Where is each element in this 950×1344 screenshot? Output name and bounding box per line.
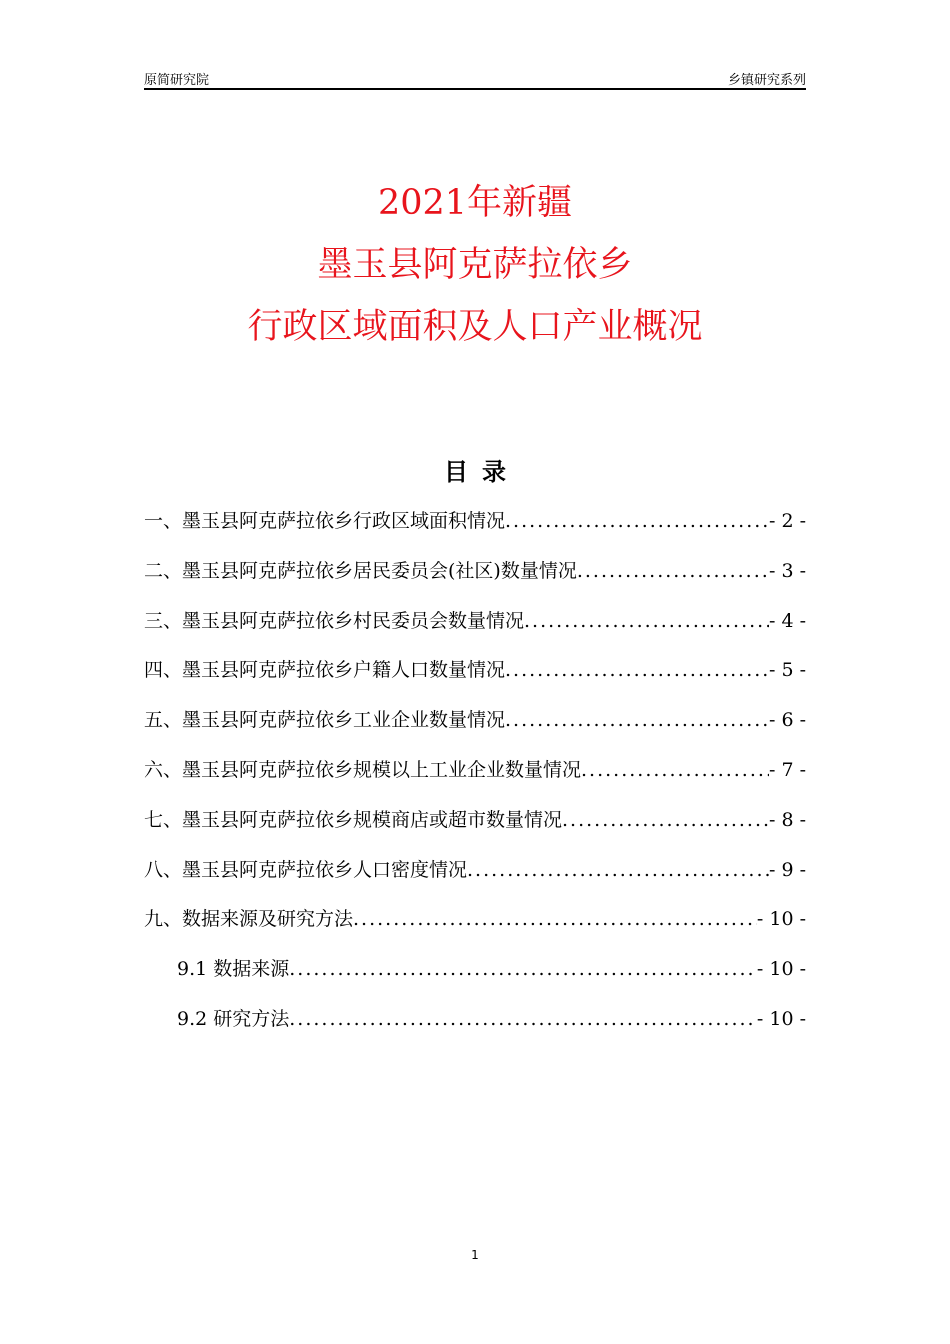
toc-subentry[interactable]	[144, 1004, 806, 1054]
page-number: 1	[471, 1248, 479, 1262]
toc-entry-title: 八、墨玉县阿克萨拉依乡人口密度情况	[144, 858, 468, 881]
toc-leader	[289, 1008, 757, 1030]
toc-entry[interactable]	[144, 606, 806, 656]
toc-entry-page: - 8 -	[768, 808, 806, 831]
toc-entry[interactable]	[144, 705, 806, 755]
toc-entry-page: - 10 -	[756, 958, 806, 981]
toc-entry[interactable]	[144, 506, 806, 556]
toc-leader	[505, 659, 769, 681]
toc-leader	[353, 908, 757, 930]
toc-entry[interactable]	[144, 556, 806, 606]
toc-entry-title: 五、墨玉县阿克萨拉依乡工业企业数量情况	[144, 709, 506, 732]
toc-entry-title: 二、墨玉县阿克萨拉依乡居民委员会(社区)数量情况	[144, 559, 577, 582]
header-left: 原简研究院	[144, 73, 210, 88]
document-title	[0, 172, 950, 358]
toc-entry-page: - 3 -	[768, 559, 806, 582]
header-right: 乡镇研究系列	[727, 73, 806, 88]
toc-entry-page: - 2 -	[768, 510, 806, 532]
toc-entry[interactable]	[144, 655, 806, 705]
toc-entry-page: - 10 -	[756, 908, 806, 931]
toc-entry-title: 四、墨玉县阿克萨拉依乡户籍人口数量情况	[144, 659, 506, 682]
toc-entry[interactable]	[144, 904, 806, 954]
toc-leader	[467, 859, 769, 881]
toc-leader	[581, 759, 769, 781]
toc-entry-page: - 7 -	[768, 758, 806, 781]
toc-entry-page: - 4 -	[768, 609, 806, 632]
toc-entry-page: - 10 -	[756, 1007, 806, 1030]
toc-entry[interactable]	[144, 855, 806, 905]
toc-leader	[577, 560, 769, 582]
toc-entry-title: 9.2 研究方法	[177, 1007, 290, 1030]
toc-leader	[524, 610, 769, 632]
toc-entry-title: 一、墨玉县阿克萨拉依乡行政区域面积情况	[144, 510, 506, 532]
toc-leader	[289, 958, 757, 980]
toc-entry-page: - 5 -	[768, 659, 806, 682]
table-of-contents	[144, 506, 806, 1054]
toc-leader	[505, 510, 769, 532]
toc-entry[interactable]	[144, 805, 806, 855]
toc-entry-title: 九、数据来源及研究方法	[144, 908, 354, 931]
page-header	[144, 68, 806, 90]
toc-leader	[562, 809, 769, 831]
toc-subentry[interactable]	[144, 954, 806, 1004]
toc-leader	[505, 709, 769, 731]
toc-entry-title: 六、墨玉县阿克萨拉依乡规模以上工业企业数量情况	[144, 758, 582, 781]
toc-entry[interactable]	[144, 755, 806, 805]
toc-heading: 目录	[444, 458, 520, 486]
title-line-1: 2021年新疆	[377, 183, 573, 223]
toc-entry-title: 七、墨玉县阿克萨拉依乡规模商店或超市数量情况	[144, 808, 563, 831]
toc-entry-title: 三、墨玉县阿克萨拉依乡村民委员会数量情况	[144, 609, 525, 632]
toc-entry-page: - 9 -	[768, 858, 806, 881]
toc-entry-title: 9.1 数据来源	[177, 958, 290, 981]
title-line-3: 行政区域面积及人口产业概况	[247, 307, 703, 347]
title-line-2: 墨玉县阿克萨拉依乡	[317, 245, 633, 285]
toc-entry-page: - 6 -	[768, 709, 806, 732]
